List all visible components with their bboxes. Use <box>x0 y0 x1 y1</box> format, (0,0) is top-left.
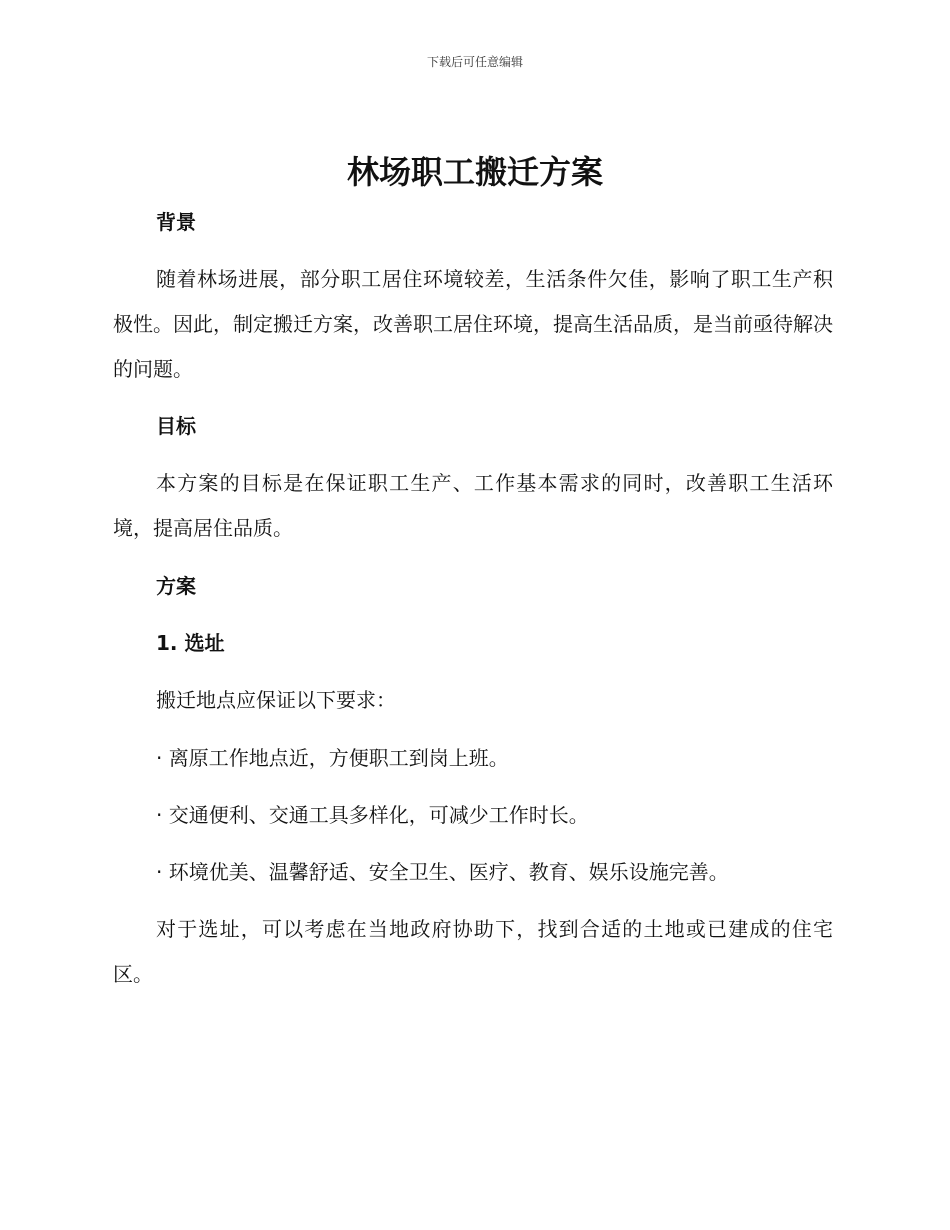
page-header-note: 下载后可任意编辑 <box>426 55 523 69</box>
section-heading-background: 背景 <box>156 210 196 234</box>
site-selection-conclusion: 对于选址，可以考虑在当地政府协助下，找到合适的土地或已建成的住宅区。 <box>113 917 833 986</box>
section-heading-plan: 方案 <box>156 574 196 598</box>
background-paragraph: 随着林场进展，部分职工居住环境较差，生活条件欠佳，影响了职工生产积极性。因此，制定搬迁方案，改善职工居住环境，提高生活品质，是当前亟待解决的问题。 <box>113 267 833 381</box>
bullet-item: · 环境优美、温馨舒适、安全卫生、医疗、教育、娱乐设施完善。 <box>156 860 729 884</box>
section-heading-goal: 目标 <box>156 414 196 438</box>
goal-paragraph: 本方案的目标是在保证职工生产、工作基本需求的同时，改善职工生活环境，提高居住品质。 <box>113 471 833 540</box>
subsection-heading-site-selection: 1. 选址 <box>156 631 225 655</box>
document-title: 林场职工搬迁方案 <box>346 153 603 191</box>
bullet-item: · 交通便利、交通工具多样化，可减少工作时长。 <box>156 803 589 827</box>
bullet-item: · 离原工作地点近，方便职工到岗上班。 <box>156 746 509 770</box>
site-selection-intro: 搬迁地点应保证以下要求： <box>156 688 396 712</box>
